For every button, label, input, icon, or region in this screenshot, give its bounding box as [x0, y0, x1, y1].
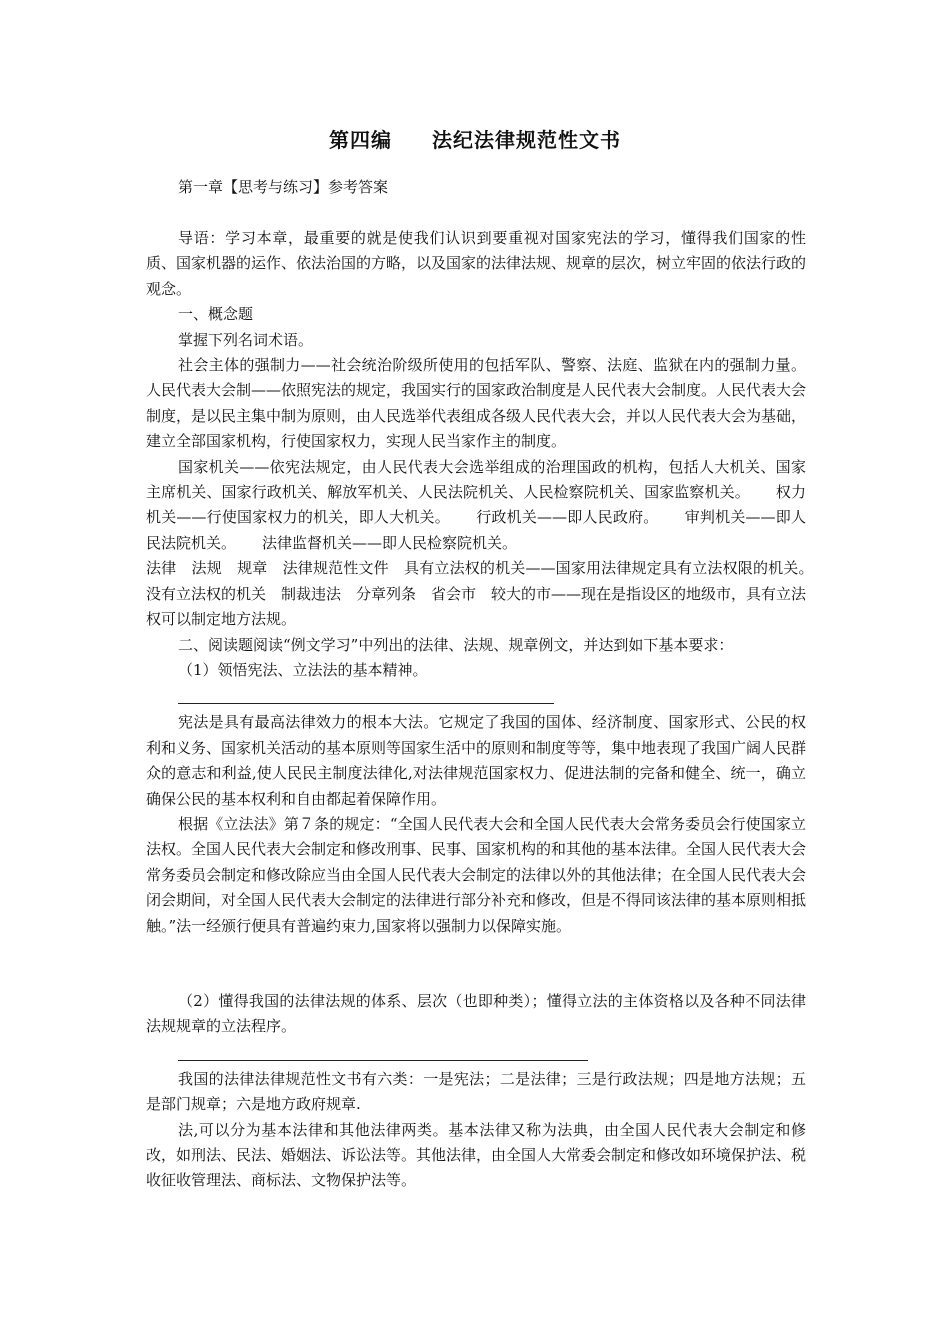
answer-divider	[178, 1060, 588, 1061]
term-power-organs: 权力机关——行使国家权力的机关，即人大机关。	[146, 483, 806, 527]
title-part: 第四编	[329, 128, 392, 152]
title-name: 法纪法律规范性文书	[432, 128, 621, 152]
answer-1b: 根据《立法法》第７条的规定：“全国人民代表大会和全国人民代表大会常务委员会行使国家立法权。全国人民代表大会制定和修改刑事、民事、国家机构的和其他的基本法律。全国人民代表大会常务委员会制定和修改除应当由全国人民代表大会制定的法律以外的其他法律；在全国人民代表大会闭会期间，对全国人民代表大会制定的法律进行部分补充和修改，但是不得同该法律的基本原则相抵触。”法一经颁行便具有普遍约束力,国家将以强制力以保障实施。	[146, 814, 807, 935]
requirement-2: （2）懂得我国的法律法规的体系、层次（也即种类）；懂得立法的主体资格以及各种不同法律法规规章的立法程序。	[146, 991, 806, 1036]
term-supervision-organs: 法律监督机关——即人民检察院机关。	[262, 533, 518, 552]
blank-space	[146, 939, 806, 989]
document-body	[146, 226, 822, 1194]
chapter-subtitle: 第一章【思考与练习】参考答案	[178, 178, 389, 196]
intro-paragraph: 导语：学习本章，最重要的就是使我们认识到要重视对国家宪法的学习，懂得我们国家的性质、国家机器的运作、依法治国的方略，以及国家的法律法规、规章的层次，树立牢固的依法行政的观念。	[146, 229, 807, 298]
answer-divider	[178, 703, 554, 704]
page-title	[0, 124, 950, 153]
answer-2a: 我国的法律法律规范性文书有六类：一是宪法；二是法律；三是行政法规；四是地方法规；五是部门规章；六是地方政府规章.	[146, 1069, 806, 1114]
section1-instruction: 掌握下列名词术语。	[178, 330, 314, 349]
section2-heading: 二、阅读题阅读“例文学习”中列出的法律、法规、规章例文，并达到如下基本要求：	[178, 635, 734, 654]
term-administrative-organs: 行政机关——即人民政府。	[475, 508, 659, 527]
answer-1a: 宪法是具有最高法律效力的根本大法。它规定了我国的国体、经济制度、国家形式、公民的权利和义务、国家机关活动的基本原则等国家生活中的原则和制度等等，集中地表现了我国广阔人民群众的意志和利益,使人民民主制度法律化,对法律规范国家权力、促进法制的完备和健全、统一，确立确保公民的基本权利和自由都起着保障作用。	[146, 713, 807, 808]
term-judicial-organs: 审判机关——即人民法院机关。	[146, 508, 806, 552]
term-paragraph-2	[146, 455, 806, 557]
requirement-1: （1）领悟宪法、立法法的基本精神。	[178, 660, 428, 679]
term-paragraph-3: 法律 法规 规章 法律规范性文件 具有立法权的机关——国家用法律规定具有立法权限的机关。 没有立法权的机关 制裁违法 分章列条 省会市 较大的市——现在是指设区的地级市，具有立法权可以制定地方法规。	[146, 559, 822, 629]
answer-2b: 法,可以分为基本法律和其他法律两类。基本法律又称为法典，由全国人民代表大会制定和修改，如刑法、民法、婚姻法、诉讼法等。其他法律，由全国人大常委会制定和修改如环境保护法、税收征收管理法、商标法、文物保护法等。	[146, 1120, 807, 1190]
section1-heading: 一、概念题	[178, 305, 254, 324]
term-paragraph-1: 社会主体的强制力——社会统治阶级所使用的包括军队、警察、法庭、监狱在内的强制力量。 人民代表大会制——依照宪法的规定，我国实行的国家政治制度是人民代表大会制度。人民代表大会制度，是以民主集中制为原则，由人民选举代表组成各级人民代表大会，并以人民代表大会为基础，建立全部国家机构，行使国家权力，实现人民当家作主的制度。	[146, 356, 807, 451]
term-state-organs: 国家机关——依宪法规定，由人民代表大会选举组成的治理国政的机构，包括人大机关、国家主席机关、国家行政机关、解放军机关、人民法院机关、人民检察院机关、国家监察机关。	[146, 457, 806, 502]
